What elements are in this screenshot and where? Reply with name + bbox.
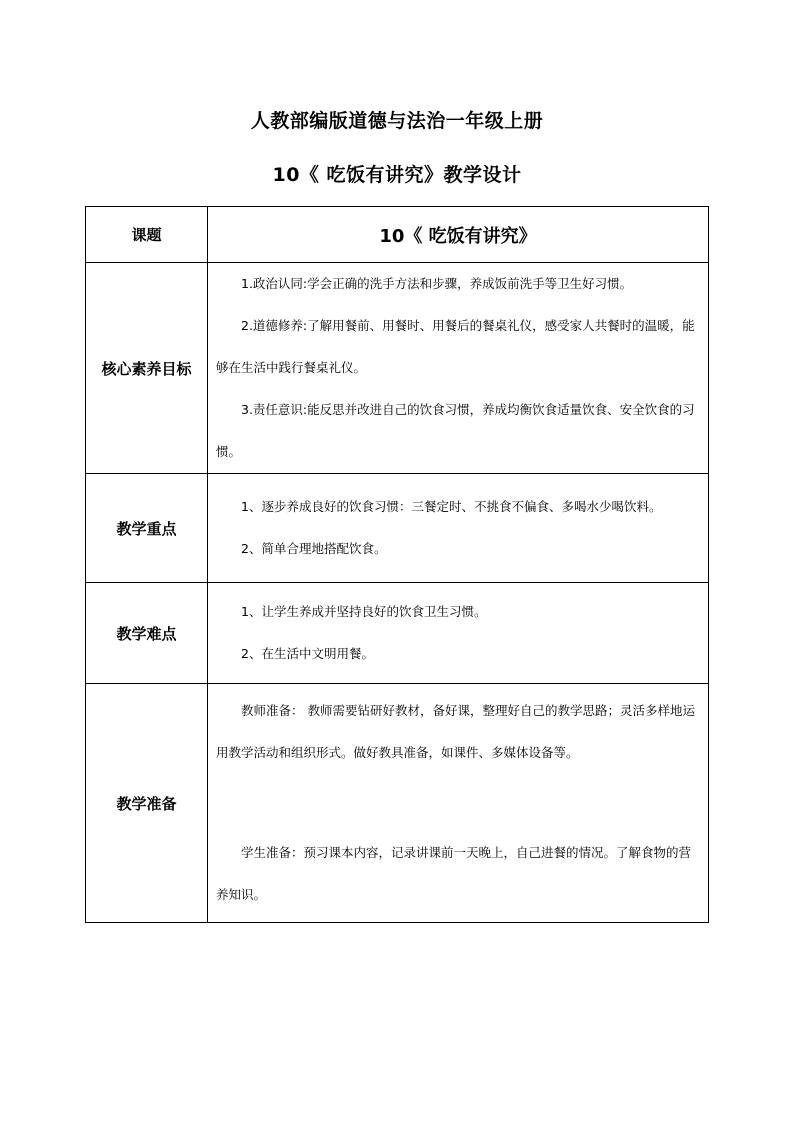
key-point-item: 1、逐步养成良好的饮食习惯：三餐定时、不挑食不偏食、多喝水少喝饮料。 — [241, 499, 662, 514]
difficulties-label: 教学难点 — [86, 583, 208, 684]
core-goal-item: 3.责任意识:能反思并改进自己的饮食习惯，养成均衡饮食适量饮食、安全饮食的习惯。 — [216, 402, 695, 459]
preparation-label: 教学准备 — [86, 684, 208, 923]
table-row-key-points — [86, 474, 709, 583]
teacher-preparation: 教师准备： 教师需要钻研好教材，备好课，整理好自己的教学思路；灵活多样地运用教学活动和组织形式。做好教具准备，如课件、多媒体设备等。 — [216, 703, 695, 760]
core-goal-item: 1.政治认同:学会正确的洗手方法和步骤，养成饭前洗手等卫生好习惯。 — [241, 276, 633, 291]
document-subtitle: 10《 吃饭有讲究》教学设计 — [272, 164, 522, 186]
topic-value: 10《 吃饭有讲究》 — [208, 207, 709, 263]
core-goals-content — [208, 263, 709, 474]
topic-label: 课题 — [86, 207, 208, 263]
key-points-content — [208, 474, 709, 583]
lesson-plan-table — [85, 206, 709, 923]
table-row-core-goals — [86, 263, 709, 474]
difficulties-content — [208, 583, 709, 684]
table-row-difficulties — [86, 583, 709, 684]
key-point-item: 2、简单合理地搭配饮食。 — [241, 541, 387, 556]
key-points-label: 教学重点 — [86, 474, 208, 583]
core-goals-label: 核心素养目标 — [86, 263, 208, 474]
table-row-preparation — [86, 684, 709, 923]
preparation-spacer — [216, 774, 702, 832]
difficulty-item: 1、让学生养成并坚持良好的饮食卫生习惯。 — [241, 604, 487, 619]
core-goal-item: 2.道德修养:了解用餐前、用餐时、用餐后的餐桌礼仪，感受家人共餐时的温暖，能够在生活中践行餐桌礼仪。 — [216, 318, 695, 375]
preparation-content — [208, 684, 709, 923]
difficulty-item: 2、在生活中文明用餐。 — [241, 646, 374, 661]
table-row-topic — [86, 207, 709, 263]
student-preparation: 学生准备：预习课本内容，记录讲课前一天晚上，自己进餐的情况。了解食物的营养知识。 — [216, 845, 692, 902]
document-title: 人教部编版道德与法治一年级上册 — [250, 110, 544, 132]
